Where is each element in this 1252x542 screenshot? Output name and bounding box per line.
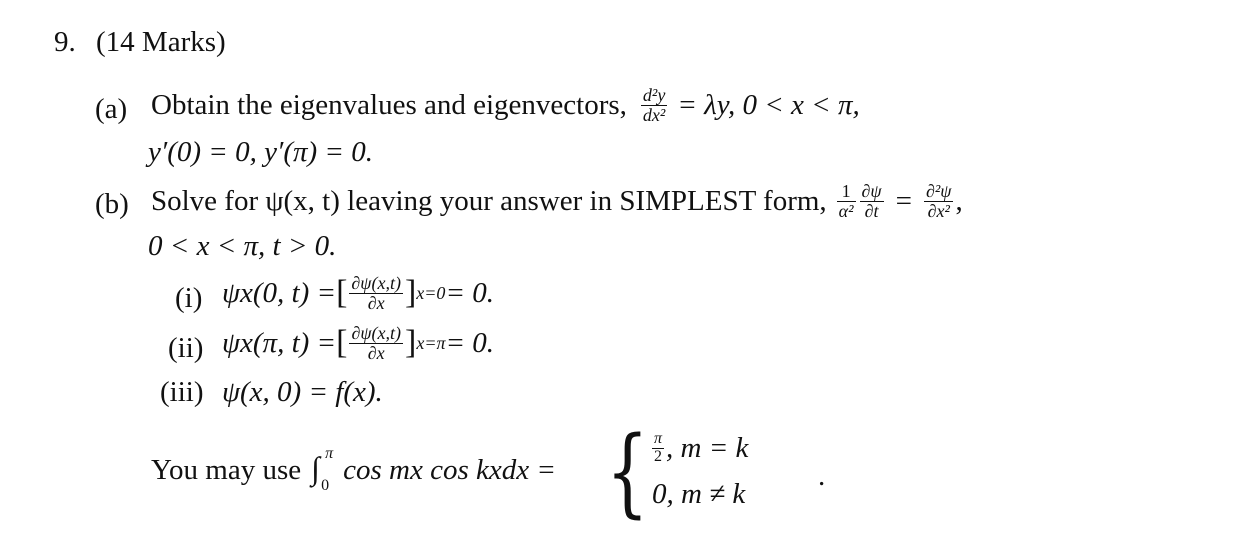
- left-brace: {: [606, 416, 649, 528]
- part-b-line2: 0 < x < π, t > 0.: [148, 230, 337, 262]
- part-b-fraction-1: [837, 182, 856, 221]
- part-b-text: Solve for ψ(x, t) leaving your answer in SIMPLEST form,: [151, 184, 827, 217]
- question-marks: (14 Marks): [96, 26, 226, 58]
- integrand: cos mx cos kxdx =: [343, 453, 556, 486]
- fraction-denominator: ∂x: [349, 293, 403, 313]
- condition-iii-label: (iii): [160, 376, 204, 408]
- condition-rhs: = 0.: [445, 276, 495, 309]
- condition-ii-label: (ii): [168, 332, 204, 364]
- part-b-label: (b): [95, 188, 129, 220]
- fraction-numerator: ∂²ψ: [925, 180, 952, 201]
- part-b-comma: ,: [955, 184, 963, 217]
- question-number: 9.: [54, 26, 76, 58]
- fraction-denominator: 2: [652, 448, 664, 466]
- fraction-numerator: ∂ψ: [861, 180, 882, 201]
- case-1: [650, 430, 748, 466]
- fraction-denominator: ∂t: [860, 201, 884, 221]
- fraction-denominator: ∂x²: [924, 201, 953, 221]
- hint-line: [151, 440, 556, 500]
- fraction-numerator: d²y: [642, 84, 666, 105]
- condition-i-label: (i): [175, 282, 203, 314]
- condition-fraction: [349, 324, 403, 363]
- fraction-numerator: ∂ψ(x,t): [351, 322, 401, 343]
- condition-lhs: ψx(π, t) =: [222, 326, 337, 359]
- condition-lhs: ψx(0, t) =: [222, 276, 337, 309]
- part-a-line1: [151, 82, 860, 128]
- case-2: 0, m ≠ k: [652, 478, 746, 510]
- fraction-numerator: ∂ψ(x,t): [351, 272, 401, 293]
- fraction-denominator: α²: [838, 200, 854, 221]
- condition-subscript: x=π: [416, 333, 446, 353]
- integral-upper-limit: π: [325, 445, 334, 462]
- fraction-numerator: 1: [841, 180, 851, 201]
- part-a-text: Obtain the eigenvalues and eigenvectors,: [151, 88, 627, 121]
- fraction-denominator: ∂x: [349, 343, 403, 363]
- integral-sign: ∫: [311, 450, 320, 486]
- part-a-derivative-fraction: [641, 86, 667, 125]
- left-bracket: [: [336, 274, 348, 311]
- part-b-equals: =: [895, 184, 912, 217]
- condition-fraction: [349, 274, 403, 313]
- condition-subscript: x=0: [416, 283, 446, 303]
- part-b-fraction-3: [924, 182, 953, 221]
- part-b-fraction-2: [860, 182, 884, 221]
- condition-ii-equation: [222, 320, 494, 366]
- right-bracket: ]: [404, 274, 417, 311]
- hint-trailing-period: .: [818, 460, 826, 492]
- part-b-line1: [151, 178, 963, 224]
- condition-rhs: = 0.: [445, 326, 495, 359]
- left-bracket: [: [336, 324, 348, 361]
- part-a-label: (a): [95, 93, 128, 125]
- part-a-line2: y′(0) = 0, y′(π) = 0.: [148, 136, 373, 168]
- hint-text: You may use: [151, 453, 302, 486]
- condition-i-equation: [222, 270, 494, 316]
- fraction-numerator: π: [654, 429, 663, 447]
- cases: [606, 416, 826, 528]
- fraction-denominator: dx²: [642, 104, 666, 125]
- condition-iii-equation: ψ(x, 0) = f(x).: [222, 376, 383, 408]
- case-1-text: , m = k: [666, 431, 749, 464]
- integral: [311, 445, 341, 494]
- right-bracket: ]: [405, 324, 417, 361]
- case-1-fraction: [652, 431, 664, 466]
- part-a-rhs: = λy, 0 < x < π,: [677, 88, 860, 121]
- integral-lower-limit: 0: [321, 477, 330, 494]
